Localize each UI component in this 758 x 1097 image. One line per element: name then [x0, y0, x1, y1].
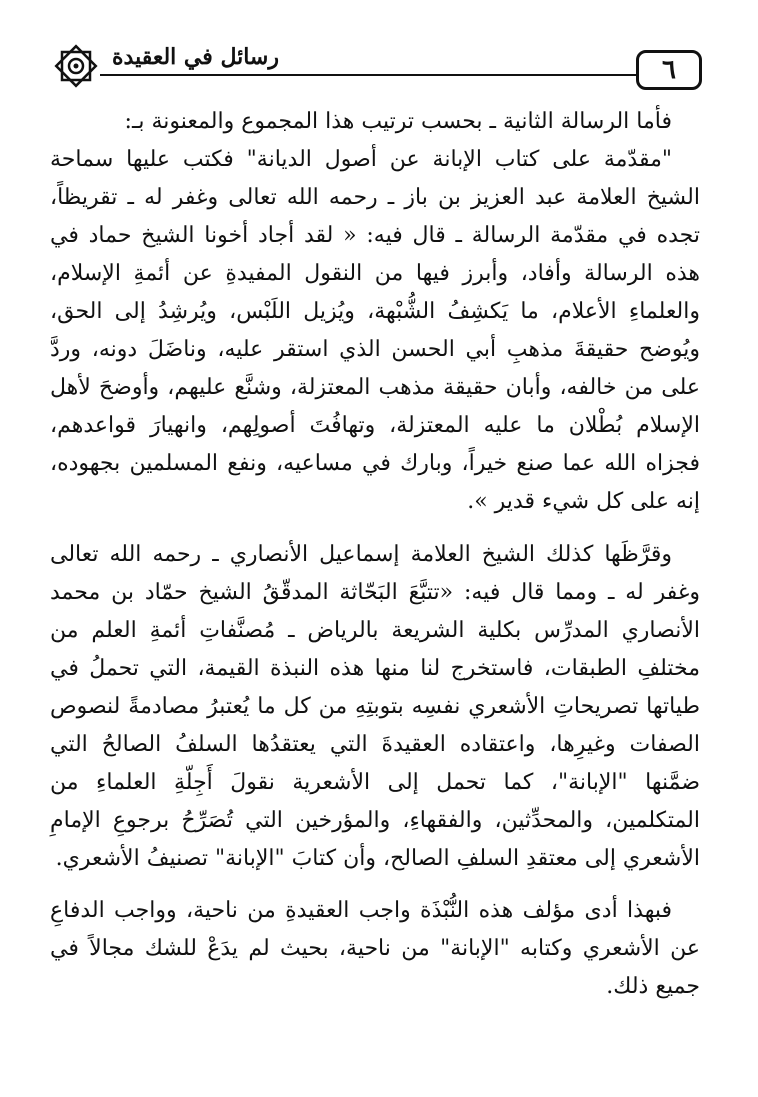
paragraph: "مقدّمة على كتاب الإبانة عن أصول الديانة" فكتب عليها سماحة الشيخ العلامة عبد العزيز بن باز ـ رحمه الله تعالى وغفر له ـ تقريظاً، تجده في مقدّمة الرسالة ـ قال فيه: « لقد أجاد أخونا الشيخ حماد في هذه الرسالة وأفاد، وأبرز فيها من النقول المفيدةِ عن أئمةِ الإسلام، والعلماءِ الأعلام، ما يَكشِفُ الشُّبْهة، ويُزيل اللَبْس، ويُرشِدُ إلى الحق، ويُوضح حقيقةَ مذهبِ أبي الحسن الذي استقر عليه، وناضَلَ دونه، وردَّ على من خالفه، وأبان حقيقة مذهب المعتزلة، وشنَّع عليهم، وأوضحَ لأهل الإسلام بُطْلان ما عليه المعتزلة، وتهافُتَ أصولِهم، وانهيارَ قواعدهم، فجزاه الله عما صنع خيراً، وبارك في مساعيه، ونفع المسلمين بجهوده، إنه على كل شيء قدير ».	[50, 147, 700, 515]
paragraph: فبهذا أدى مؤلف هذه النُّبْذَة واجب العقيدةِ من ناحية، وواجب الدفاعِ عن الأشعري وكتابه "الإبانة" من ناحية، بحيث لم يدَعْ للشك مجالاً في جميع ذلك.	[50, 897, 700, 1000]
page-number: ٦	[636, 50, 702, 90]
paragraph: وقرَّظَها كذلك الشيخ العلامة إسماعيل الأنصاري ـ رحمه الله تعالى وغفر له ـ ومما قال فيه: «تتبَّعَ البَحّاثة المدقّقُ الشيخ حمّاد بن محمد الأنصاري المدرِّس بكلية الشريعة بالرياض ـ مُصنَّفاتِ أئمةِ العلم من مختلفِ الطبقات، فاستخرج لنا منها هذه النبذة القيمة، التي تحملُ في طياتها تصريحاتِ الأشعري نفسِه بتوبتِهِ من كل ما يُعتبرُ مصادمةً لنصوص الصفات وغيرِها، واعتقاده العقيدةَ التي يعتقدُها السلفُ الصالحُ التي ضمَّنها "الإبانة"، كما تحمل إلى الأشعرية نقولَ أَجِلّةِ العلماءِ من المتكلمين، والمحدِّثين، والفقهاءِ، والمؤرخين التي تُصَرِّحُ برجوعِ الإمامِ الأشعري إلى معتقدِ السلفِ الصالح، وأن كتابَ "الإبانة" تصنيفُ الأشعري.	[50, 541, 700, 871]
star-ornament-icon	[50, 40, 102, 92]
header-rule	[100, 74, 702, 76]
running-title: رسائل في العقيدة	[112, 44, 279, 70]
body-text	[50, 103, 700, 1006]
paragraph: فأما الرسالة الثانية ـ بحسب ترتيب هذا المجموع والمعنونة بـ:	[124, 109, 672, 134]
page-header	[50, 40, 702, 100]
